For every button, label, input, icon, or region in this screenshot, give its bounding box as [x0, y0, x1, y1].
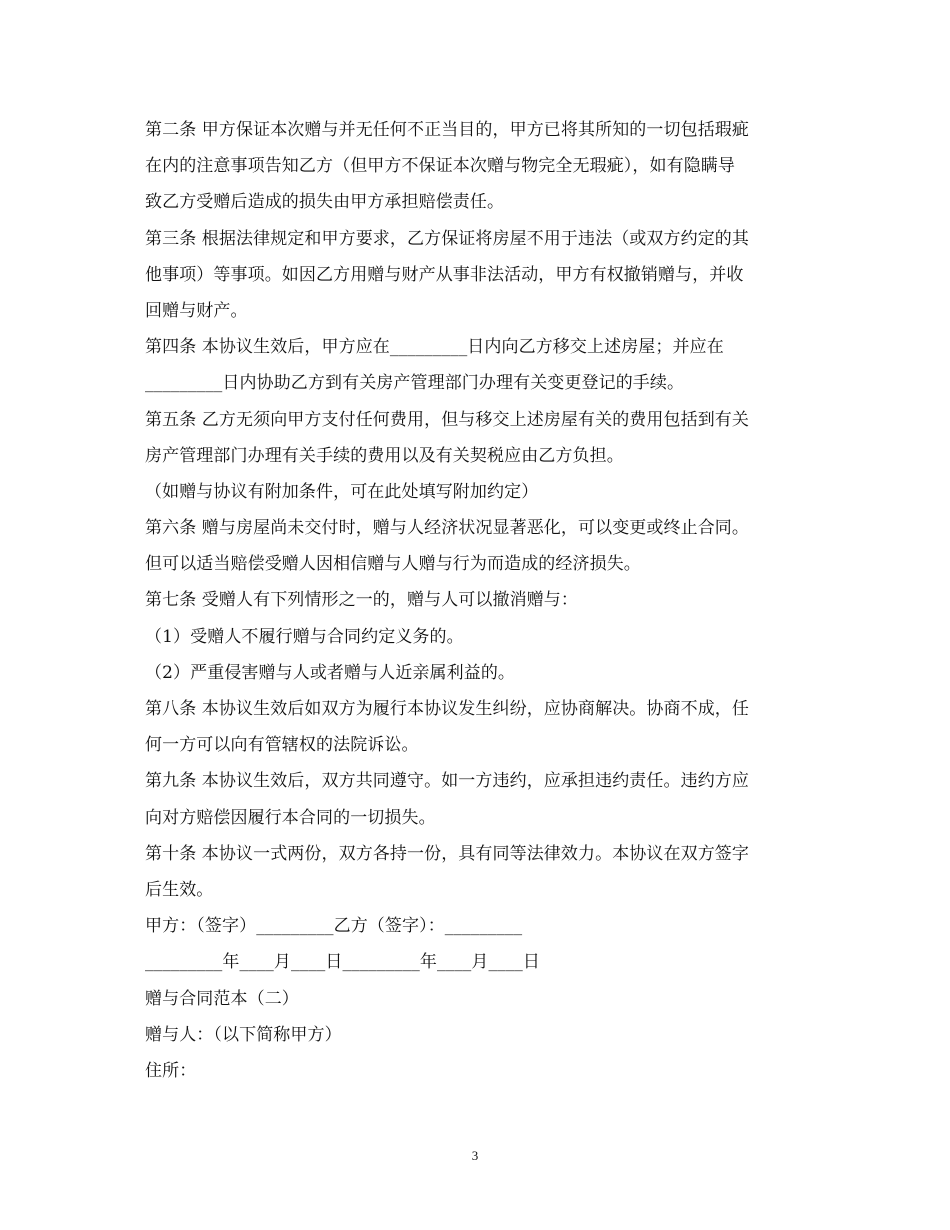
text-line: 第七条 受赠人有下列情形之一的，赠与人可以撤消赠与： [145, 590, 579, 611]
text-line: 第十条 本协议一式两份，双方各持一份，具有同等法律效力。本协议在双方签字 [145, 843, 750, 864]
document-body [145, 112, 810, 1089]
text-line: 第二条 甲方保证本次赠与并无任何不正当目的，甲方已将其所知的一切包括瑕疵 [145, 120, 750, 140]
text-line: 但可以适当赔偿受赠人因相信赠与人赠与行为而造成的经济损失。 [145, 554, 641, 575]
text-line: 房产管理部门办理有关手续的费用以及有关契税应由乙方负担。 [145, 445, 624, 466]
signature-line: 甲方：（签字）_________乙方（签字）：_________ [145, 916, 523, 937]
text-line: （如赠与协议有附加条件，可在此处填写附加约定） [145, 481, 539, 502]
page-number: 3 [471, 1148, 479, 1163]
text-line: 第八条 本协议生效后如双方为履行本协议发生纠纷，应协商解决。协商不成，任 [145, 699, 750, 719]
date-line: _________年____月____日_________年____月____日 [145, 952, 540, 973]
text-line: （2）严重侵害赠与人或者赠与人近亲属利益的。 [145, 662, 516, 683]
text-line: 他事项）等事项。如因乙方用赠与财产从事非法活动，甲方有权撤销赠与，并收 [145, 264, 744, 285]
text-line: 致乙方受赠后造成的损失由甲方承担赔偿责任。 [145, 192, 505, 213]
text-line: 赠与人：（以下简称甲方） [145, 1024, 342, 1045]
text-line: 第五条 乙方无须向甲方支付任何费用，但与移交上述房屋有关的费用包括到有关 [145, 409, 750, 430]
text-line: 何一方可以向有管辖权的法院诉讼。 [145, 735, 419, 756]
text-line: 第九条 本协议生效后，双方共同遵守。如一方违约，应承担违约责任。违约方应 [145, 771, 750, 792]
text-line: （1）受赠人不履行赠与合同约定义务的。 [145, 626, 464, 647]
text-line: 向对方赔偿因履行本合同的一切损失。 [145, 807, 436, 828]
text-line: 第三条 根据法律规定和甲方要求，乙方保证将房屋不用于违法（或双方约定的其 [145, 228, 750, 249]
text-line: _________日内协助乙方到有关房产管理部门办理有关变更登记的手续。 [145, 373, 685, 394]
section-title: 赠与合同范本（二） [145, 988, 299, 1009]
text-line: 在内的注意事项告知乙方（但甲方不保证本次赠与物完全无瑕疵），如有隐瞒导 [145, 156, 735, 177]
text-line: 后生效。 [145, 879, 214, 900]
text-line: 第四条 本协议生效后，甲方应在_________日内向乙方移交上述房屋；并应在 [145, 337, 724, 358]
text-line: 住所： [145, 1060, 197, 1081]
text-line: 第六条 赠与房屋尚未交付时，赠与人经济状况显著恶化，可以变更或终止合同。 [145, 518, 750, 539]
text-line: 回赠与财产。 [145, 300, 248, 321]
